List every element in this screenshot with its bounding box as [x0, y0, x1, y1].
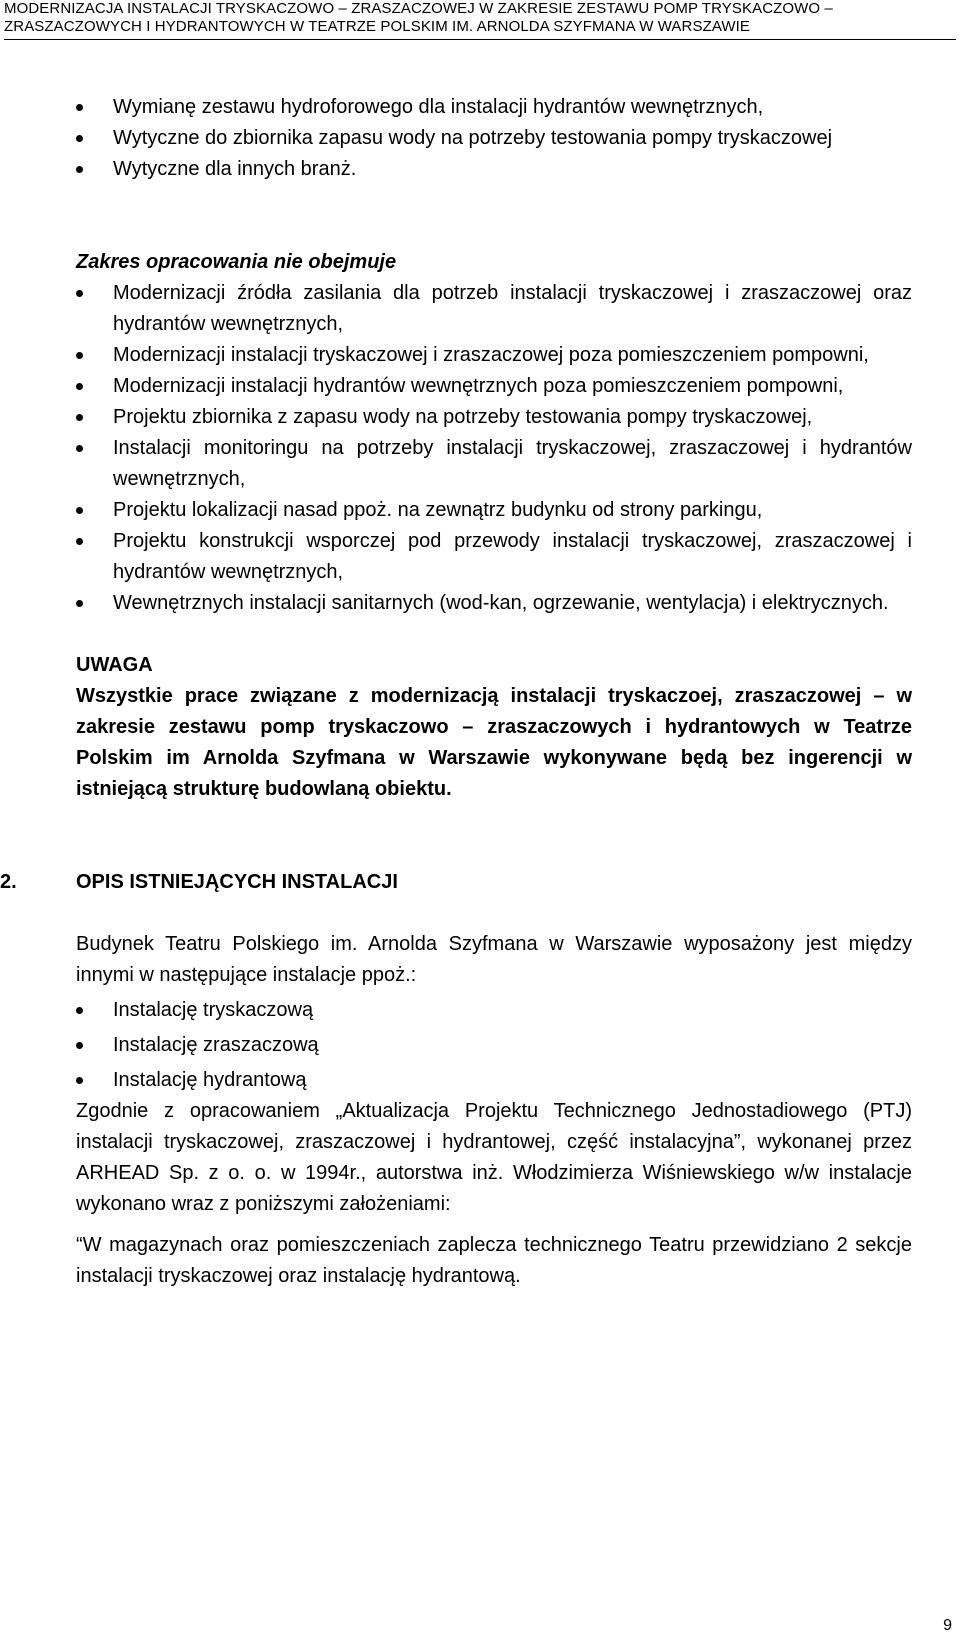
- list-item: Wymianę zestawu hydroforowego dla instalacji hydrantów wewnętrznych,: [76, 92, 912, 123]
- list-item: Wewnętrznych instalacji sanitarnych (wod-kan, ogrzewanie, wentylacja) i elektrycznych.: [76, 588, 912, 619]
- header-line-2: ZRASZACZOWYCH I HYDRANTOWYCH W TEATRZE POLSKIM IM. ARNOLDA SZYFMANA W WARSZAWIE: [4, 18, 751, 35]
- section-intro: Budynek Teatru Polskiego im. Arnolda Szyfmana w Warszawie wyposażony jest między innymi w następujące instalacje ppoż.:: [76, 933, 912, 986]
- list-item: Modernizacji instalacji hydrantów wewnętrznych poza pomieszczeniem pompowni,: [76, 371, 912, 402]
- section-paragraph: Zgodnie z opracowaniem „Aktualizacja Projektu Technicznego Jednostadiowego (PTJ) instalacji tryskaczowej, zraszaczowej i hydrantowej, część instalacyjna”, wykonanej przez ARHEAD Sp. z o. o. w 1994r., autorstwa inż. Włodzimierza Wiśniewskiego w/w instalacje wykonano wraz z poniższymi założeniami:: [76, 1100, 912, 1215]
- header-line-1: MODERNIZACJA INSTALACJI TRYSKACZOWO – ZRASZACZOWEJ W ZAKRESIE ZESTAWU POMP TRYSKACZOWO –: [4, 0, 833, 17]
- list-item: Modernizacji źródła zasilania dla potrzeb instalacji tryskaczowej i zraszaczowej oraz hydrantów wewnętrznych,: [76, 278, 912, 340]
- section-number: 2.: [0, 871, 17, 893]
- section-title: OPIS ISTNIEJĄCYCH INSTALACJI: [76, 871, 398, 893]
- list-item: Wytyczne dla innych branż.: [76, 154, 912, 185]
- list-item: Modernizacji instalacji tryskaczowej i zraszaczowej poza pomieszczeniem pompowni,: [76, 340, 912, 371]
- list-item: Instalację tryskaczową: [76, 995, 912, 1026]
- scope-list: [76, 92, 912, 185]
- installations-list: [76, 995, 912, 1096]
- running-header: [4, 0, 956, 40]
- excluded-scope-list: [76, 278, 912, 619]
- list-item: Instalację zraszaczową: [76, 1030, 912, 1061]
- excluded-scope-heading: Zakres opracowania nie obejmuje: [76, 251, 397, 273]
- list-item: Instalację hydrantową: [76, 1065, 912, 1096]
- warning-text: Wszystkie prace związane z modernizacją instalacji tryskaczoej, zraszaczowej – w zakresie zestawu pomp tryskaczowo – zraszaczowych i hydrantowych w Teatrze Polskim im Arnolda Szyfmana w Warszawie wykonywane będą bez ingerencji w istniejącą strukturę budowlaną obiektu.: [76, 685, 912, 800]
- warning-label: UWAGA: [76, 654, 153, 676]
- section-heading: [0, 867, 912, 898]
- page-body: [0, 92, 912, 1292]
- page-number: 9: [943, 1617, 952, 1634]
- section-quote: “W magazynach oraz pomieszczeniach zaplecza technicznego Teatru przewidziano 2 sekcje instalacji tryskaczowej oraz instalację hydrantową.: [76, 1234, 912, 1287]
- list-item: Projektu lokalizacji nasad ppoż. na zewnątrz budynku od strony parkingu,: [76, 495, 912, 526]
- list-item: Projektu konstrukcji wsporczej pod przewody instalacji tryskaczowej, zraszaczowej i hydrantów wewnętrznych,: [76, 526, 912, 588]
- list-item: Projektu zbiornika z zapasu wody na potrzeby testowania pompy tryskaczowej,: [76, 402, 912, 433]
- list-item: Wytyczne do zbiornika zapasu wody na potrzeby testowania pompy tryskaczowej: [76, 123, 912, 154]
- list-item: Instalacji monitoringu na potrzeby instalacji tryskaczowej, zraszaczowej i hydrantów wewnętrznych,: [76, 433, 912, 495]
